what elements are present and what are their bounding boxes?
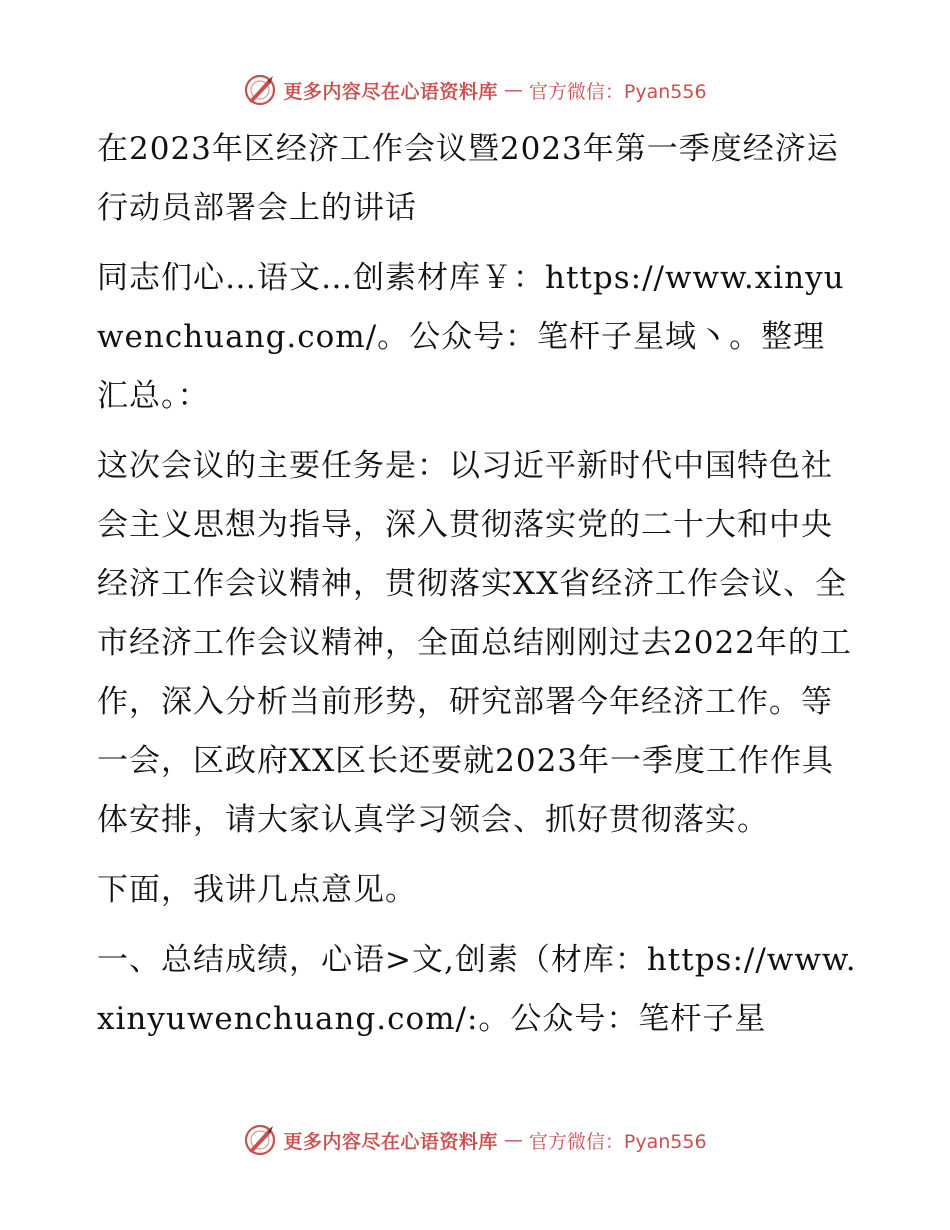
quill-logo-icon — [243, 1123, 277, 1157]
header-watermark-banner — [0, 70, 950, 110]
paragraph: 下面，我讲几点意见。 — [97, 872, 417, 908]
banner-wechat-id: 官方微信：Pyan556 — [528, 80, 707, 103]
paragraph: 这次会议的主要任务是：以习近平新时代中国特色社会主义思想为指导，深入贯彻落实党的二十大和中央经济工作会议精神，贯彻落实XX省经济工作会议、全市经济工作会议精神，全面总结刚刚过去2022年的工作，深入分析当前形势，研究部署今年经济工作。等一会，区政府XX区长还要就2023年一季度工作作具体安排，请大家认真学习领会、抓好贯彻落实。 — [97, 448, 852, 838]
banner-separator: — — [503, 1129, 523, 1151]
document-title: 在2023年区经济工作会议暨2023年第一季度经济运行动员部署会上的讲话 — [97, 131, 839, 226]
paragraph: 一、总结成绩，心语>文,创素（材库：https://www.xinyuwenchuang.com/:。公众号：笔杆子星 — [97, 942, 857, 1037]
banner-wechat-id: 官方微信：Pyan556 — [528, 1130, 707, 1153]
banner-promo-text: 更多内容尽在心语资料库 — [283, 1130, 498, 1153]
banner-separator: — — [503, 79, 523, 101]
paragraph: 同志们心…语文…创素材库￥：https://www.xinyuwenchuang.com/。公众号：笔杆子星域丶。整理汇总。： — [97, 260, 845, 414]
document-body — [97, 120, 857, 1049]
footer-watermark-banner — [0, 1120, 950, 1160]
quill-logo-icon — [243, 73, 277, 107]
banner-promo-text: 更多内容尽在心语资料库 — [283, 80, 498, 103]
